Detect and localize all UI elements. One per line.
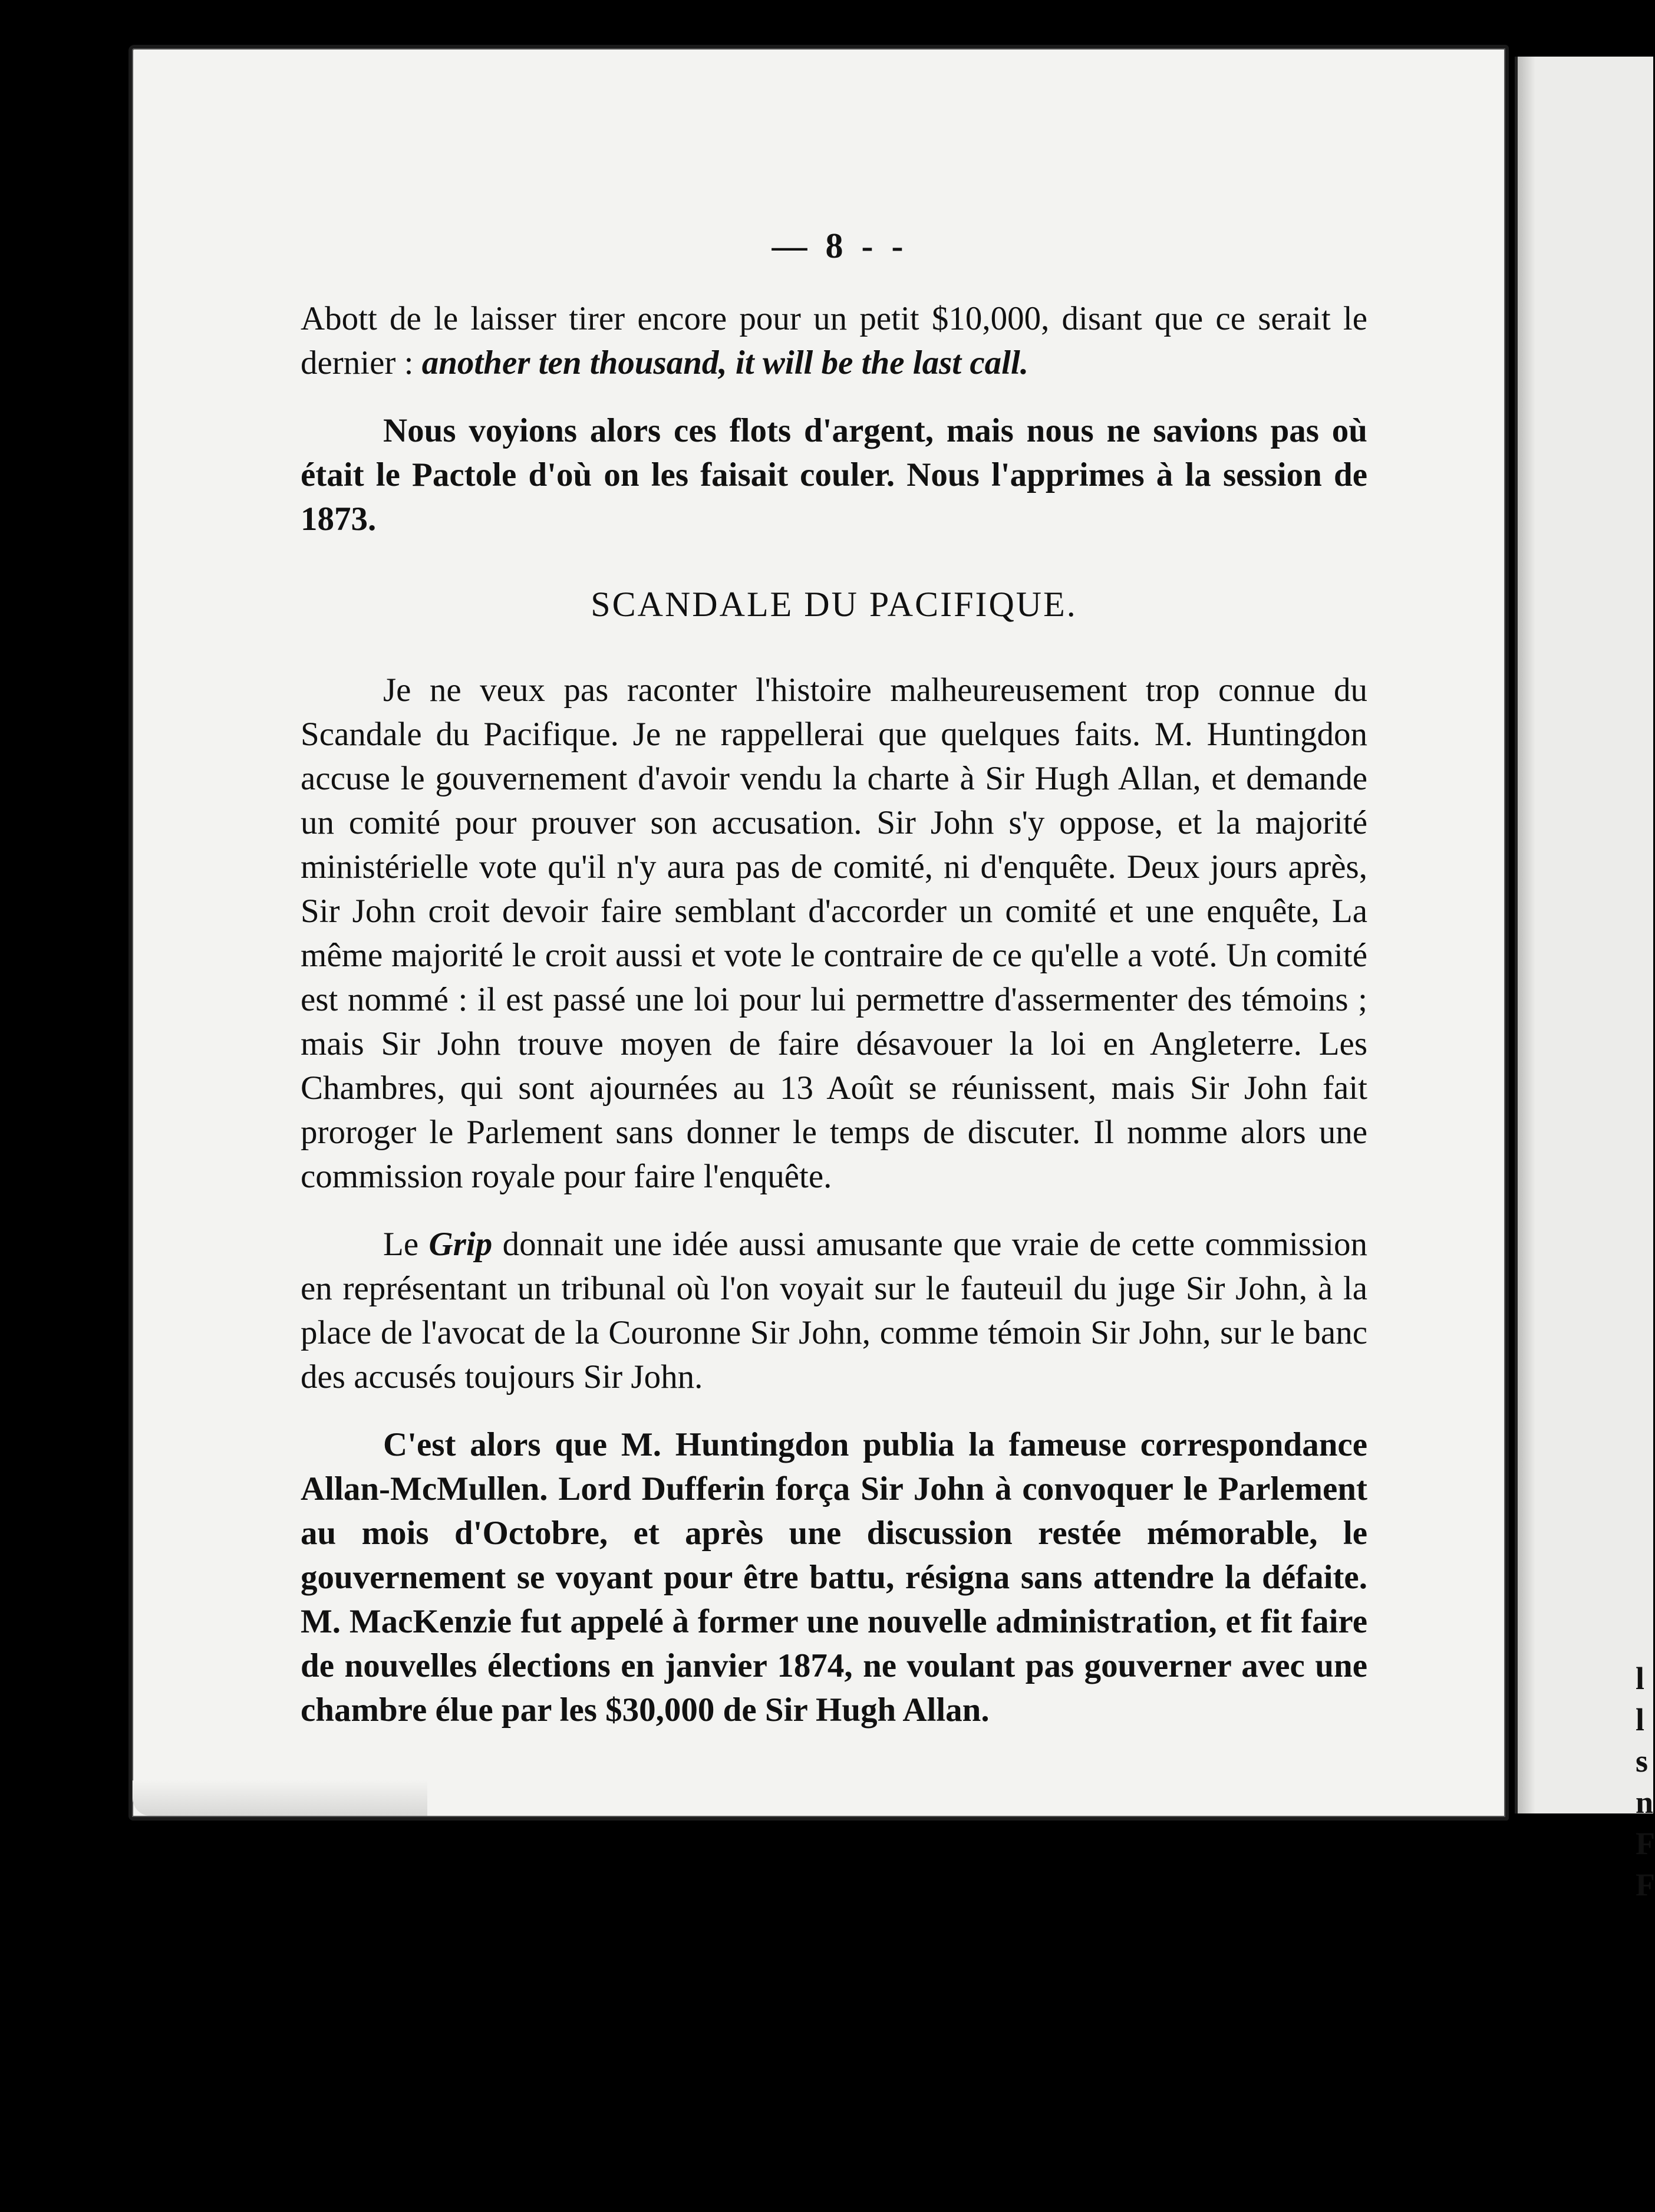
paragraph-correspondance: C'est alors que M. Huntingdon publia la fameuse correspondance Allan-McMullen. Lord Dufferin força Sir John à convoquer le Parlement au mois d'Octobre, et après une discussion restée mémorable, le gouvernement se voyant pour être battu, résigna sans attendre la défaite. M. MacKenzie fut appelé à former une nouvelle administration, et fit faire de nouvelles élections en janvier 1874, ne voulant pas gouverner avec une chambre élue par les $30,000 de Sir Hugh Allan. — [301, 1426, 1367, 1729]
paragraph-text: donnait une idée aussi amusante que vraie de cette commission en représentant un tribunal où l'on voyait sur le fauteuil du juge Sir John, à la place de l'avocat de la Couronne Sir John, comme témoin Sir John, sur le banc des accusés toujours Sir John. — [301, 1226, 1367, 1395]
paragraph-grip — [301, 1222, 1367, 1399]
paragraph-pactole — [301, 409, 1367, 541]
adjacent-page-glyph: l — [1636, 1702, 1645, 1737]
adjacent-page — [1515, 57, 1655, 1902]
adjacent-page-glyph: l — [1636, 1661, 1645, 1696]
adjacent-page-glyph: s — [1636, 1743, 1649, 1779]
paragraph-continuation — [301, 297, 1367, 385]
page-content — [301, 224, 1367, 1756]
page-number: — 8 - - — [772, 226, 908, 265]
page-fold-shadow — [1518, 57, 1535, 1813]
paragraph-text: Abott de le laisser tirer encore pour un petit $10,000, disant que ce serait le dernier : — [301, 300, 1367, 381]
page-curl — [133, 1780, 427, 1816]
section-heading: SCANDALE DU PACIFIQUE. — [591, 585, 1077, 624]
paragraph-text: Le — [383, 1226, 429, 1263]
adjacent-page-glyph: F — [1636, 1867, 1655, 1902]
paragraph-italic-grip: Grip — [428, 1226, 493, 1263]
paragraph-italic-quote: another ten thousand, it will be the last call. — [421, 344, 1029, 381]
adjacent-page-glyph: F — [1636, 1826, 1655, 1861]
paragraph-scandale: Je ne veux pas raconter l'histoire malheureusement trop connue du Scandale du Pacifique. Je ne rappellerai que quelques faits. M. Huntingdon accuse le gouvernement d'avoir vendu la charte à Sir Hugh Allan, et demande un comité pour prouver son accusation. Sir John s'y oppose, et la majorité ministérielle vote qu'il n'y aura pas de comité, ni d'enquête. Deux jours après, Sir John croit devoir faire semblant d'accorder un comité et une enquête, La même majorité le croit aussi et vote le contraire de ce qu'elle a voté. Un comité est nommé : il est passé une loi pour lui permettre d'assermenter des témoins ; mais Sir John trouve moyen de faire désavouer la loi en Angleterre. Les Chambres, qui sont ajournées au 13 Août se réunissent, mais Sir John fait proroger le Parlement sans donner le temps de discuter. Il nomme alors une commission royale pour faire l'enquête. — [301, 672, 1367, 1195]
adjacent-page-glyph: n — [1636, 1785, 1654, 1820]
paragraph-text: Nous l'apprimes à la session de 1873. — [301, 456, 1367, 538]
paragraph-text: Nous voyions alors ces flots d'argent, mais nous ne savions pas où était le Pactole d'où on les faisait couler. — [301, 412, 1367, 493]
